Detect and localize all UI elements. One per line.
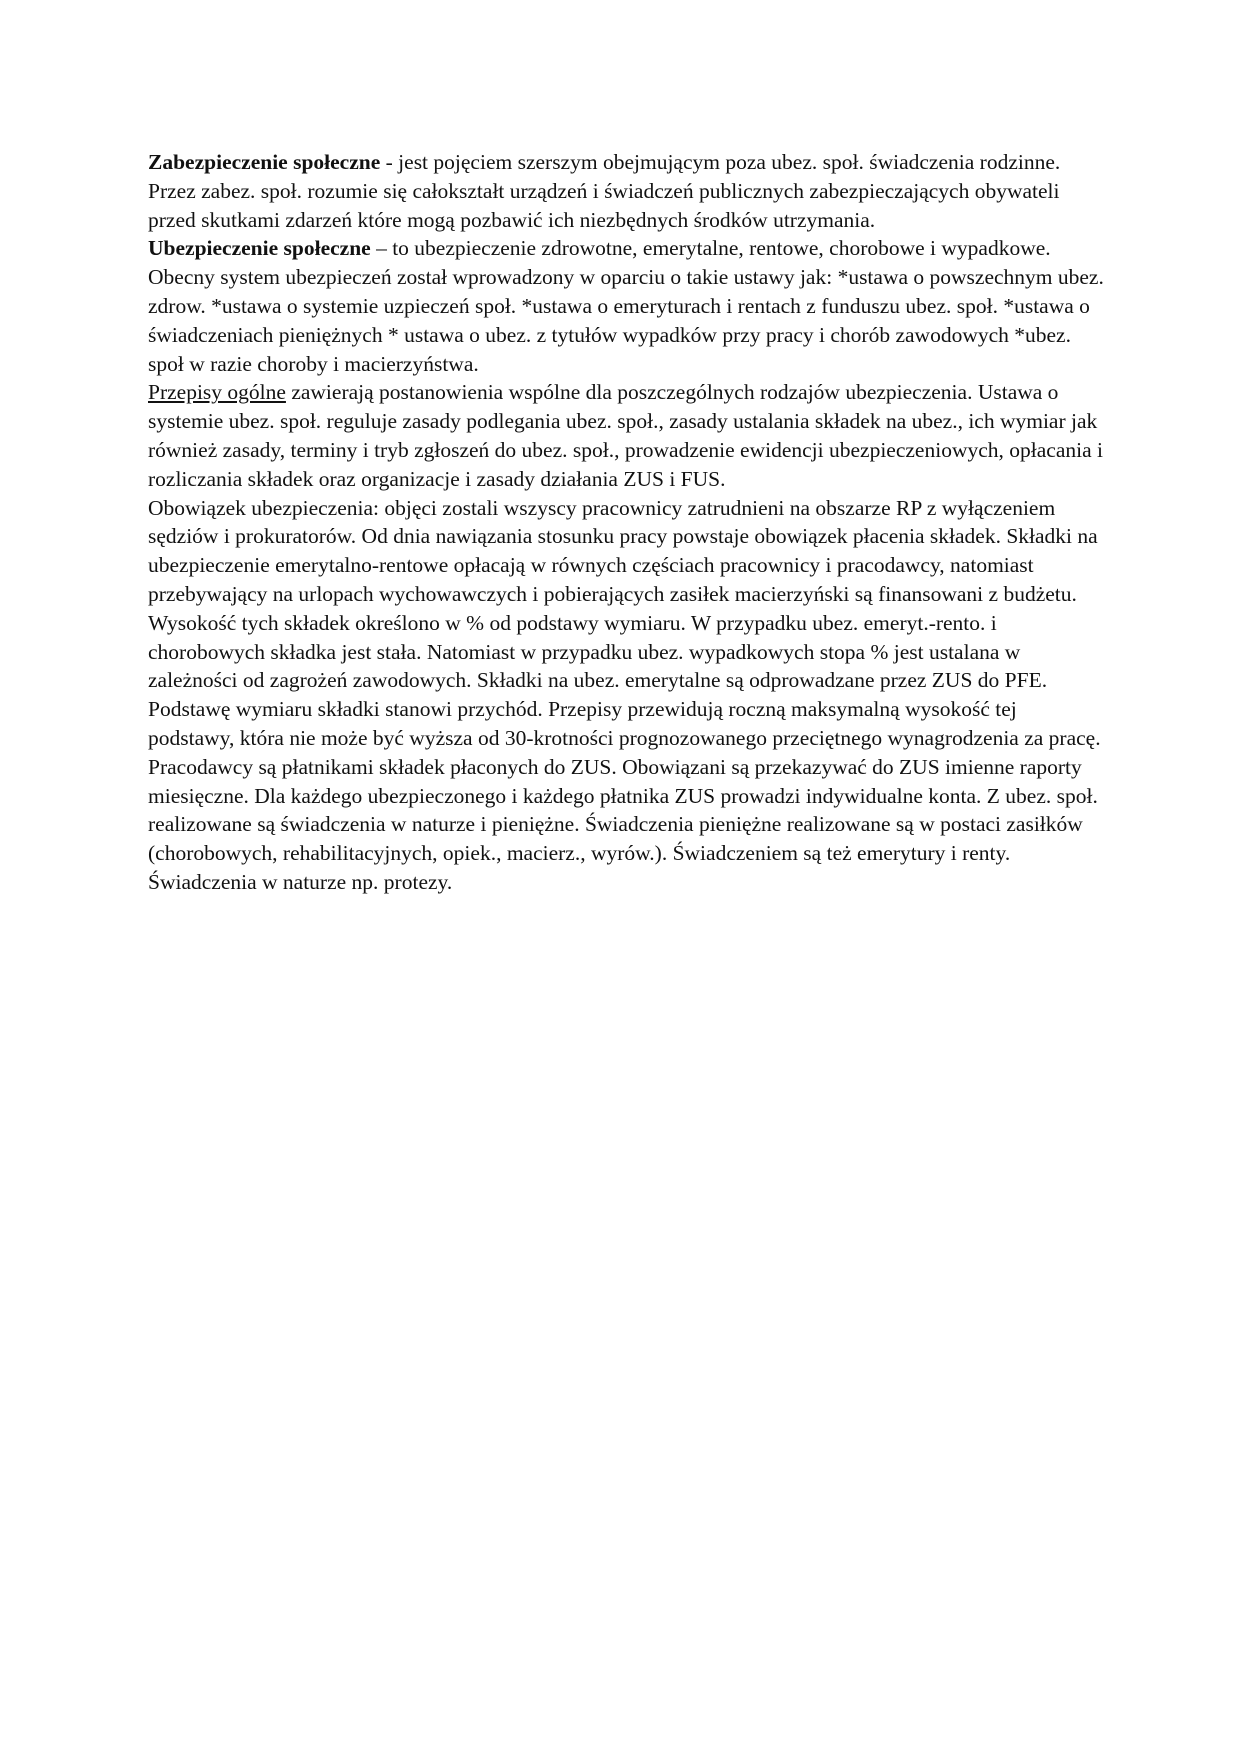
heading-przepisy-ogolne: Przepisy ogólne [148, 380, 286, 405]
paragraph-text: – to ubezpieczenie zdrowotne, emerytalne, rentowe, chorobowe i wypadkowe. Obecny system ubezpieczeń został wprowadzony w oparciu o takie ustawy jak: *ustawa o powszechnym ubez. zdrow. *ustawa o systemie uzpieczeń społ. *ustawa o emeryturach i rentach z funduszu ubez. społ. *ustawa o świadczeniach pieniężnych * ustawa o ubez. z tytułów wypadków przy pracy i chorób zawodowych *ubez. społ w razie choroby i macierzyństwa. [148, 236, 1104, 376]
paragraph-text: - jest pojęciem szerszym obejmującym poza ubez. społ. świadczenia rodzinne. Przez zabez. społ. rozumie się całokształt urządzeń i świadczeń publicznych zabezpieczających obywateli przed skutkami zdarzeń które mogą pozbawić ich niezbędnych środków utrzymania. [148, 150, 1061, 232]
document-page [148, 148, 1108, 897]
term-ubezpieczenie-spoleczne: Ubezpieczenie społeczne [148, 236, 371, 261]
paragraph-text: Obowiązek ubezpieczenia: objęci zostali wszyscy pracownicy zatrudnieni na obszarze RP z wyłączeniem sędziów i prokuratorów. Od dnia nawiązania stosunku pracy powstaje obowiązek płacenia składek. Składki na ubezpieczenie emerytalno-rentowe opłacają w równych częściach pracownicy i pracodawcy, natomiast przebywający na urlopach wychowawczych i pobierających zasiłek macierzyński są finansowani z budżetu. Wysokość tych składek określono w % od podstawy wymiaru. W przypadku ubez. emeryt.-rento. i chorobowych składka jest stała. Natomiast w przypadku ubez. wypadkowych stopa % jest ustalana w zależności od zagrożeń zawodowych. Składki na ubez. emerytalne są odprowadzane przez ZUS do PFE. Podstawę wymiaru składki stanowi przychód. Przepisy przewidują roczną maksymalną wysokość tej podstawy, która nie może być wyższa od 30-krotności prognozowanego przeciętnego wynagrodzenia za pracę. Pracodawcy są płatnikami składek płaconych do ZUS. Obowiązani są przekazywać do ZUS imienne raporty miesięczne. Dla każdego ubezpieczonego i każdego płatnika ZUS prowadzi indywidualne konta. Z ubez. społ. realizowane są świadczenia w naturze i pieniężne. Świadczenia pieniężne realizowane są w postaci zasiłków (chorobowych, rehabilitacyjnych, opiek., macierz., wyrów.). Świadczeniem są też emerytury i renty. Świadczenia w naturze np. protezy. [148, 495, 1101, 894]
paragraph-zabezpieczenie [148, 148, 1108, 234]
paragraph-przepisy-ogolne [148, 378, 1108, 493]
paragraph-ubezpieczenie [148, 234, 1108, 378]
term-zabezpieczenie-spoleczne: Zabezpieczenie społeczne [148, 150, 381, 174]
paragraph-text: zawierają postanowienia wspólne dla poszczególnych rodzajów ubezpieczenia. Ustawa o systemie ubez. społ. reguluje zasady podlegania ubez. społ., zasady ustalania składek na ubez., ich wymiar jak również zasady, terminy i tryb zgłoszeń do ubez. społ., prowadzenie ewidencji ubezpieczeniowych, opłacania i rozliczania składek oraz organizacje i zasady działania ZUS i FUS. [148, 380, 1103, 491]
paragraph-obowiazek [148, 494, 1108, 897]
